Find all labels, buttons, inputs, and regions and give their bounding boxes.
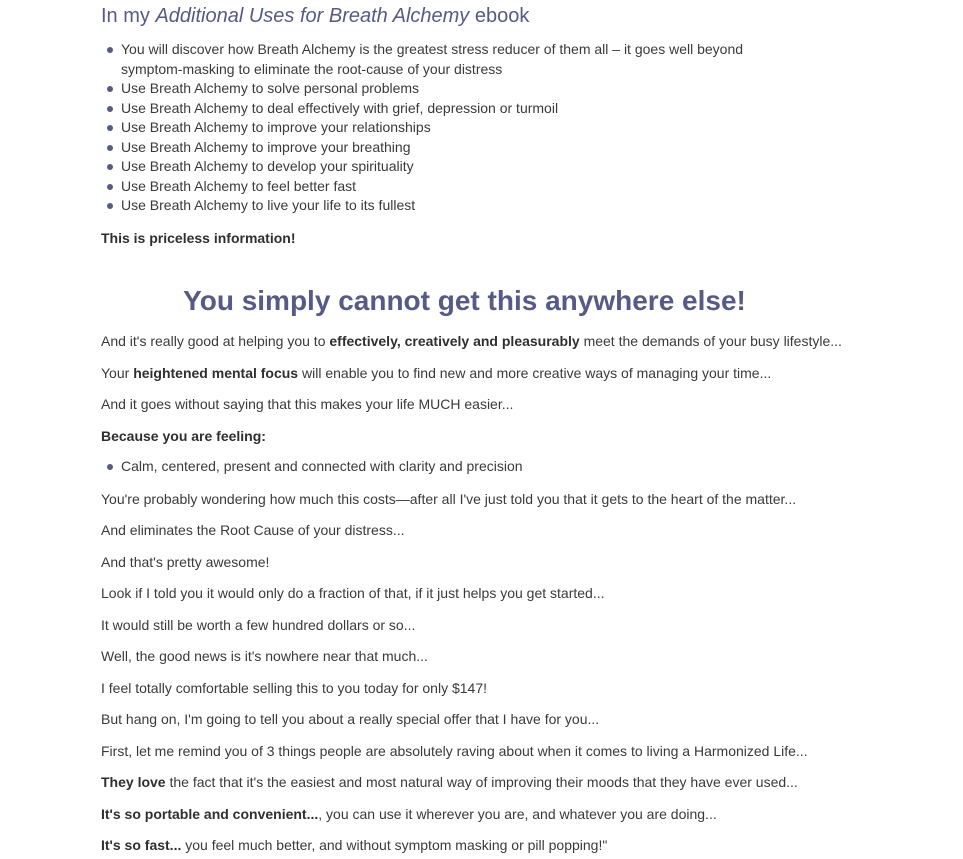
ebook-title: Additional Uses for Breath Alchemy [155,5,470,27]
section-heading: You simply cannot get this anywhere else! [183,285,746,316]
price-paragraph: I feel totally comfortable selling this to you today for only $147! [101,680,487,696]
ebook-heading-prefix: In my [101,5,156,27]
list-item: Use Breath Alchemy to live your life to its fullest [101,196,801,216]
paragraph: Your heightened mental focus will enable you to find new and more creative ways of managing your time... [101,365,772,381]
list-item: Use Breath Alchemy to develop your spirituality [101,157,801,177]
ebook-heading-suffix: ebook [469,5,530,27]
priceless-statement: This is priceless information! [101,230,296,246]
paragraph: And eliminates the Root Cause of your distress... [101,522,405,538]
paragraph: Well, the good news is it's nowhere near that much... [101,648,428,664]
feelings-list [101,457,801,477]
paragraph: Because you are feeling: [101,428,266,444]
list-item: Use Breath Alchemy to improve your breathing [101,138,801,158]
paragraph: They love the fact that it's the easiest and most natural way of improving their moods that they have ever used... [101,774,798,790]
paragraph: First, let me remind you of 3 things people are absolutely raving about when it comes to living a Harmonized Life... [101,743,808,759]
list-item: You will discover how Breath Alchemy is the greatest stress reducer of them all – it goes well beyond symptom-masking to eliminate the root-cause of your distress [101,40,801,79]
list-item: Use Breath Alchemy to feel better fast [101,177,801,197]
list-item: Use Breath Alchemy to improve your relationships [101,118,801,138]
paragraph: It's so portable and convenient..., you can use it wherever you are, and whatever you are doing... [101,806,717,822]
ebook-heading [101,5,529,28]
paragraph: Look if I told you it would only do a fraction of that, if it just helps you get started... [101,585,605,601]
paragraph: But hang on, I'm going to tell you about a really special offer that I have for you... [101,711,600,727]
ebook-uses-list [101,40,801,216]
paragraph: It's so fast... you feel much better, and without symptom masking or pill popping!" [101,837,608,853]
paragraph: And it's really good at helping you to effectively, creatively and pleasurably meet the demands of your busy lifestyle... [101,333,842,349]
paragraph: It would still be worth a few hundred dollars or so... [101,617,416,633]
paragraph: And it goes without saying that this makes your life MUCH easier... [101,396,514,412]
list-item: Use Breath Alchemy to solve personal problems [101,79,801,99]
list-item: Use Breath Alchemy to deal effectively with grief, depression or turmoil [101,99,801,119]
list-item: Calm, centered, present and connected with clarity and precision [101,457,801,477]
paragraph: And that's pretty awesome! [101,554,270,570]
paragraph: You're probably wondering how much this costs—after all I've just told you that it gets to the heart of the matter... [101,491,797,507]
